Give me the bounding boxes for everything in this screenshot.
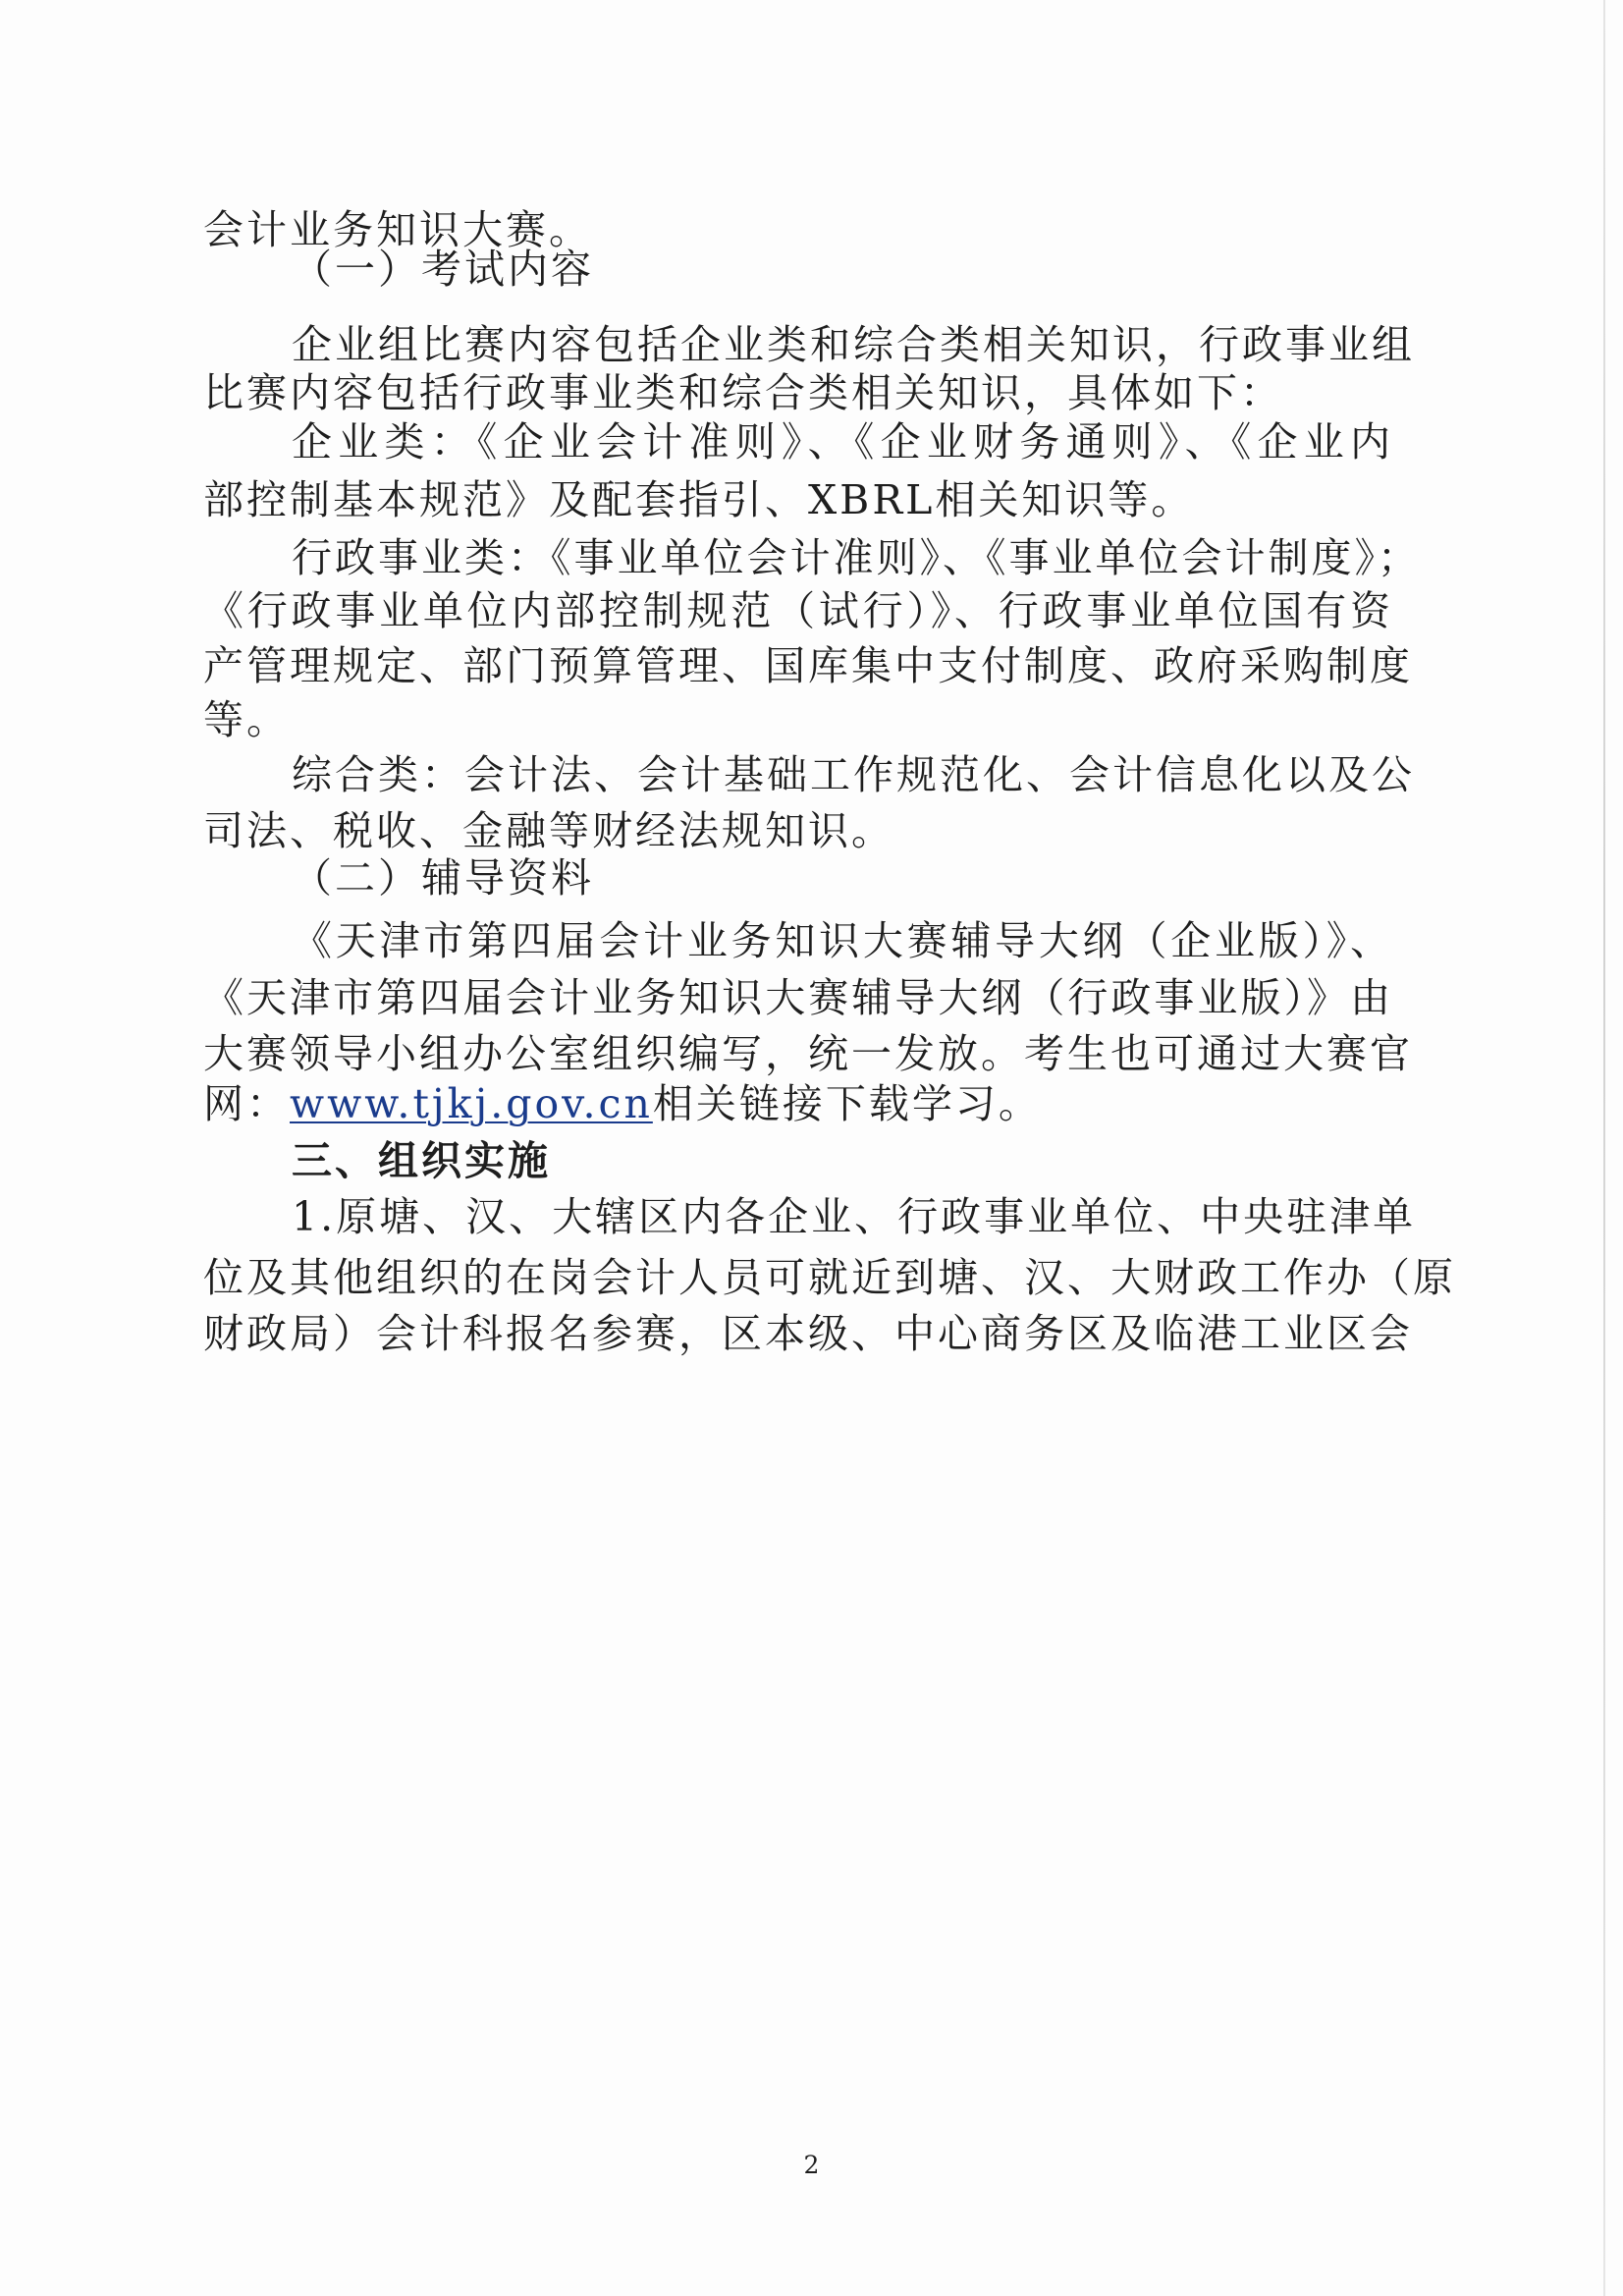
text-line-20: 位及其他组织的在岗会计人员可就近到塘、汉、大财政工作办（原 [203, 1254, 1456, 1301]
text-line-4: 比赛内容包括行政事业类和综合类相关知识，具体如下： [203, 369, 1283, 416]
text-line-5: 企业类：《企业会计准则》、《企业财务通则》、《企业内 [292, 418, 1393, 465]
text-line-8: 《行政事业单位内部控制规范（试行）》、行政事业单位国有资 [203, 587, 1393, 634]
text-line-19: 1.原塘、汉、大辖区内各企业、行政事业单位、中央驻津单 [292, 1193, 1417, 1240]
text-line-10: 等。 [203, 696, 290, 743]
text-line-9: 产管理规定、部门预算管理、国库集中支付制度、政府采购制度 [203, 642, 1413, 689]
text-line-21: 财政局）会计科报名参赛，区本级、中心商务区及临港工业区会 [203, 1310, 1413, 1357]
website-label: 网： [203, 1080, 290, 1127]
text-line-11: 综合类：会计法、会计基础工作规范化、会计信息化以及公 [292, 751, 1415, 798]
section-heading-study-materials: （二）辅导资料 [292, 854, 594, 902]
text-line-6: 部控制基本规范》及配套指引、XBRL相关知识等。 [203, 476, 1195, 523]
page-number: 2 [803, 2151, 820, 2179]
text-line-7: 行政事业类：《事业单位会计准则》、《事业单位会计制度》； [292, 534, 1421, 581]
text-line-1: 会计业务知识大赛。 [203, 206, 592, 253]
section-heading-organization: 三、组织实施 [292, 1137, 551, 1184]
section-heading-exam-content: （一）考试内容 [292, 246, 594, 293]
scan-edge-shadow [1603, 0, 1605, 2296]
website-link[interactable]: www.tjkj.gov.cn [290, 1080, 653, 1127]
text-line-12: 司法、税收、金融等财经法规知识。 [203, 807, 894, 854]
text-line-15: 《天津市第四届会计业务知识大赛辅导大纲（行政事业版）》由 [203, 974, 1393, 1021]
text-line-16: 大赛领导小组办公室组织编写，统一发放。考生也可通过大赛官 [203, 1030, 1413, 1077]
text-line-3: 企业组比赛内容包括企业类和综合类相关知识，行政事业组 [292, 321, 1415, 368]
text-line-17 [203, 1080, 1042, 1127]
website-suffix: 相关链接下载学习。 [652, 1080, 1042, 1127]
text-line-14: 《天津市第四届会计业务知识大赛辅导大纲（企业版）》、 [292, 917, 1393, 964]
